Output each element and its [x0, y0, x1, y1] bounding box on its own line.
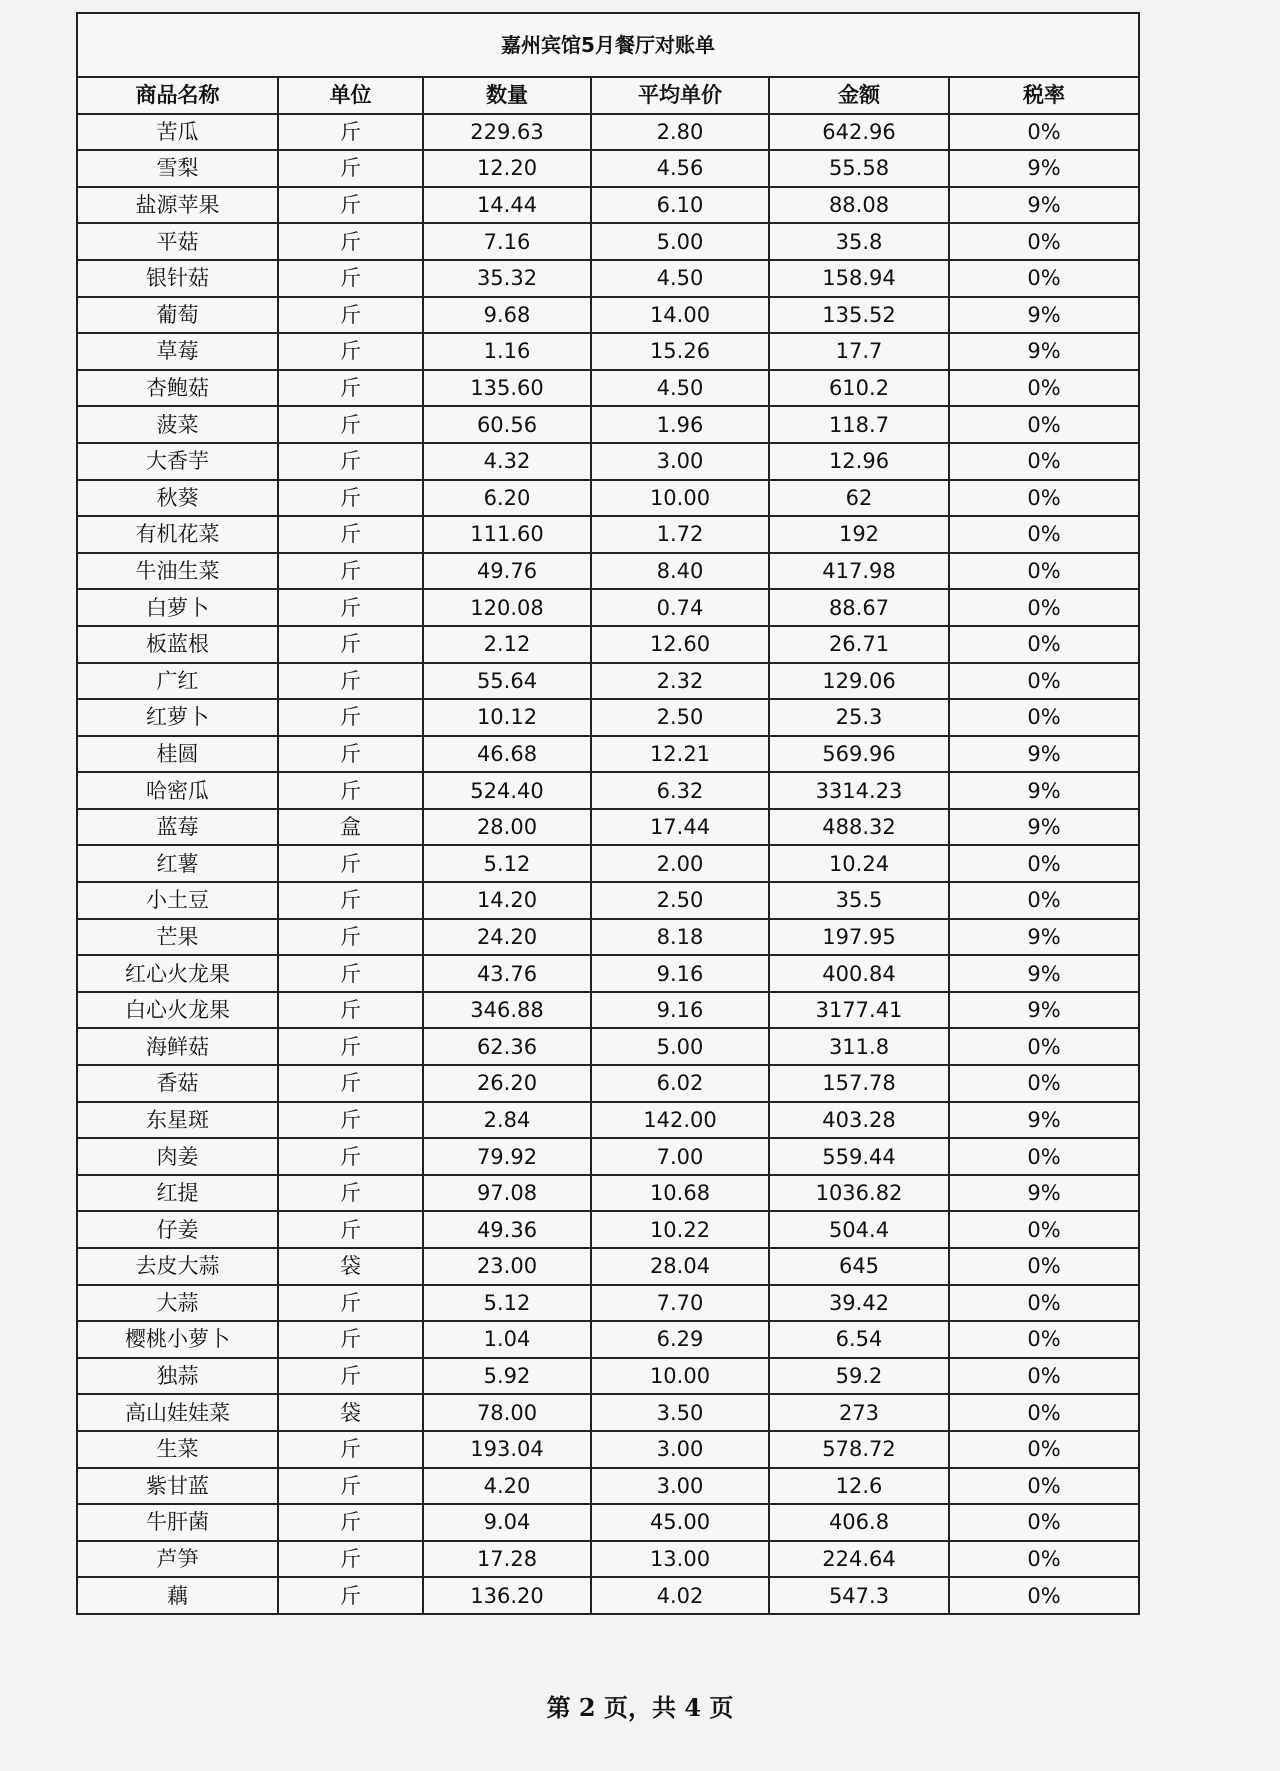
- cell-avg-price: 3.00: [591, 1431, 769, 1468]
- cell-amount: 25.3: [769, 699, 949, 736]
- cell-unit: 斤: [278, 1468, 423, 1505]
- cell-item-name: 白萝卜: [78, 589, 278, 626]
- header-row: [78, 78, 1138, 114]
- cell-quantity: 2.12: [423, 626, 591, 663]
- cell-tax-rate: 9%: [949, 297, 1138, 334]
- table-row: [78, 1285, 1138, 1322]
- cell-amount: 403.28: [769, 1102, 949, 1139]
- cell-quantity: 46.68: [423, 736, 591, 773]
- table-row: [78, 553, 1138, 590]
- cell-tax-rate: 9%: [949, 992, 1138, 1029]
- cell-tax-rate: 9%: [949, 1102, 1138, 1139]
- cell-unit: 斤: [278, 150, 423, 187]
- cell-unit: 斤: [278, 1358, 423, 1395]
- cell-unit: 斤: [278, 1138, 423, 1175]
- cell-amount: 645: [769, 1248, 949, 1285]
- table-row: [78, 809, 1138, 846]
- cell-amount: 157.78: [769, 1065, 949, 1102]
- cell-amount: 118.7: [769, 406, 949, 443]
- cell-unit: 斤: [278, 919, 423, 956]
- table-row: [78, 1431, 1138, 1468]
- cell-item-name: 小土豆: [78, 882, 278, 919]
- cell-avg-price: 6.02: [591, 1065, 769, 1102]
- col-header-quantity: 数量: [423, 78, 591, 114]
- cell-item-name: 哈密瓜: [78, 772, 278, 809]
- cell-unit: 斤: [278, 443, 423, 480]
- cell-unit: 斤: [278, 992, 423, 1029]
- cell-quantity: 14.44: [423, 187, 591, 224]
- table-body: [78, 114, 1138, 1613]
- cell-quantity: 24.20: [423, 919, 591, 956]
- cell-item-name: 广红: [78, 663, 278, 700]
- table-row: [78, 406, 1138, 443]
- cell-amount: 3314.23: [769, 772, 949, 809]
- cell-tax-rate: 0%: [949, 516, 1138, 553]
- cell-tax-rate: 9%: [949, 187, 1138, 224]
- cell-quantity: 62.36: [423, 1028, 591, 1065]
- cell-amount: 17.7: [769, 333, 949, 370]
- table-row: [78, 845, 1138, 882]
- cell-tax-rate: 9%: [949, 955, 1138, 992]
- cell-item-name: 有机花菜: [78, 516, 278, 553]
- cell-item-name: 盐源苹果: [78, 187, 278, 224]
- cell-quantity: 1.16: [423, 333, 591, 370]
- statement-title: 嘉州宾馆5月餐厅对账单: [78, 14, 1138, 78]
- cell-amount: 10.24: [769, 845, 949, 882]
- cell-amount: 504.4: [769, 1211, 949, 1248]
- cell-tax-rate: 0%: [949, 1028, 1138, 1065]
- cell-amount: 642.96: [769, 114, 949, 151]
- cell-avg-price: 0.74: [591, 589, 769, 626]
- cell-item-name: 桂圆: [78, 736, 278, 773]
- cell-tax-rate: 0%: [949, 260, 1138, 297]
- cell-item-name: 肉姜: [78, 1138, 278, 1175]
- col-header-tax-rate: 税率: [949, 78, 1138, 114]
- table-row: [78, 480, 1138, 517]
- cell-tax-rate: 0%: [949, 1211, 1138, 1248]
- cell-avg-price: 14.00: [591, 297, 769, 334]
- cell-quantity: 193.04: [423, 1431, 591, 1468]
- cell-tax-rate: 0%: [949, 699, 1138, 736]
- table-row: [78, 443, 1138, 480]
- col-header-name: 商品名称: [78, 78, 278, 114]
- cell-amount: 273: [769, 1394, 949, 1431]
- cell-amount: 1036.82: [769, 1175, 949, 1212]
- cell-amount: 197.95: [769, 919, 949, 956]
- cell-avg-price: 10.68: [591, 1175, 769, 1212]
- statement-sheet: [76, 12, 1140, 1615]
- cell-item-name: 秋葵: [78, 480, 278, 517]
- table-row: [78, 1358, 1138, 1395]
- cell-avg-price: 5.00: [591, 223, 769, 260]
- cell-tax-rate: 0%: [949, 1541, 1138, 1578]
- cell-unit: 斤: [278, 699, 423, 736]
- cell-unit: 斤: [278, 1028, 423, 1065]
- cell-item-name: 香菇: [78, 1065, 278, 1102]
- cell-quantity: 14.20: [423, 882, 591, 919]
- cell-item-name: 蓝莓: [78, 809, 278, 846]
- cell-unit: 斤: [278, 406, 423, 443]
- cell-unit: 斤: [278, 845, 423, 882]
- cell-tax-rate: 0%: [949, 1358, 1138, 1395]
- cell-tax-rate: 0%: [949, 663, 1138, 700]
- cell-unit: 斤: [278, 955, 423, 992]
- cell-quantity: 1.04: [423, 1321, 591, 1358]
- cell-tax-rate: 0%: [949, 1577, 1138, 1613]
- cell-unit: 斤: [278, 187, 423, 224]
- cell-tax-rate: 0%: [949, 480, 1138, 517]
- cell-avg-price: 4.50: [591, 370, 769, 407]
- cell-item-name: 红提: [78, 1175, 278, 1212]
- table-row: [78, 1504, 1138, 1541]
- table-row: [78, 516, 1138, 553]
- table-row: [78, 1065, 1138, 1102]
- cell-amount: 224.64: [769, 1541, 949, 1578]
- cell-item-name: 东星斑: [78, 1102, 278, 1139]
- cell-amount: 559.44: [769, 1138, 949, 1175]
- cell-unit: 斤: [278, 1065, 423, 1102]
- cell-item-name: 独蒜: [78, 1358, 278, 1395]
- table-row: [78, 699, 1138, 736]
- table-row: [78, 297, 1138, 334]
- cell-amount: 6.54: [769, 1321, 949, 1358]
- cell-quantity: 9.68: [423, 297, 591, 334]
- cell-tax-rate: 9%: [949, 772, 1138, 809]
- cell-amount: 406.8: [769, 1504, 949, 1541]
- cell-unit: 斤: [278, 1577, 423, 1613]
- table-row: [78, 1175, 1138, 1212]
- table-row: [78, 1028, 1138, 1065]
- cell-item-name: 高山娃娃菜: [78, 1394, 278, 1431]
- cell-item-name: 牛油生菜: [78, 553, 278, 590]
- cell-unit: 袋: [278, 1248, 423, 1285]
- cell-item-name: 平菇: [78, 223, 278, 260]
- cell-tax-rate: 0%: [949, 553, 1138, 590]
- cell-item-name: 樱桃小萝卜: [78, 1321, 278, 1358]
- table-row: [78, 626, 1138, 663]
- cell-avg-price: 3.50: [591, 1394, 769, 1431]
- cell-quantity: 136.20: [423, 1577, 591, 1613]
- cell-quantity: 23.00: [423, 1248, 591, 1285]
- cell-unit: 斤: [278, 260, 423, 297]
- table-row: [78, 114, 1138, 151]
- table-row: [78, 1102, 1138, 1139]
- cell-item-name: 生菜: [78, 1431, 278, 1468]
- table-row: [78, 992, 1138, 1029]
- cell-avg-price: 7.70: [591, 1285, 769, 1322]
- cell-amount: 59.2: [769, 1358, 949, 1395]
- cell-item-name: 银针菇: [78, 260, 278, 297]
- cell-item-name: 红萝卜: [78, 699, 278, 736]
- cell-avg-price: 2.32: [591, 663, 769, 700]
- table-row: [78, 150, 1138, 187]
- cell-avg-price: 8.40: [591, 553, 769, 590]
- cell-quantity: 49.76: [423, 553, 591, 590]
- cell-avg-price: 9.16: [591, 992, 769, 1029]
- col-header-unit: 单位: [278, 78, 423, 114]
- cell-item-name: 大蒜: [78, 1285, 278, 1322]
- cell-quantity: 135.60: [423, 370, 591, 407]
- cell-tax-rate: 0%: [949, 882, 1138, 919]
- cell-item-name: 杏鲍菇: [78, 370, 278, 407]
- cell-amount: 12.6: [769, 1468, 949, 1505]
- cell-quantity: 26.20: [423, 1065, 591, 1102]
- cell-avg-price: 13.00: [591, 1541, 769, 1578]
- cell-item-name: 板蓝根: [78, 626, 278, 663]
- cell-quantity: 28.00: [423, 809, 591, 846]
- cell-item-name: 草莓: [78, 333, 278, 370]
- cell-tax-rate: 0%: [949, 443, 1138, 480]
- cell-avg-price: 3.00: [591, 443, 769, 480]
- cell-amount: 135.52: [769, 297, 949, 334]
- cell-amount: 88.08: [769, 187, 949, 224]
- cell-item-name: 去皮大蒜: [78, 1248, 278, 1285]
- cell-unit: 斤: [278, 589, 423, 626]
- cell-tax-rate: 0%: [949, 845, 1138, 882]
- table-row: [78, 1211, 1138, 1248]
- cell-avg-price: 7.00: [591, 1138, 769, 1175]
- table-row: [78, 1577, 1138, 1613]
- cell-item-name: 芒果: [78, 919, 278, 956]
- cell-unit: 斤: [278, 114, 423, 151]
- cell-quantity: 111.60: [423, 516, 591, 553]
- table-row: [78, 589, 1138, 626]
- cell-tax-rate: 0%: [949, 1065, 1138, 1102]
- cell-amount: 55.58: [769, 150, 949, 187]
- cell-avg-price: 10.00: [591, 480, 769, 517]
- cell-quantity: 5.12: [423, 845, 591, 882]
- table-row: [78, 223, 1138, 260]
- table-row: [78, 1248, 1138, 1285]
- cell-quantity: 17.28: [423, 1541, 591, 1578]
- cell-avg-price: 2.50: [591, 699, 769, 736]
- cell-avg-price: 12.60: [591, 626, 769, 663]
- cell-quantity: 35.32: [423, 260, 591, 297]
- cell-amount: 311.8: [769, 1028, 949, 1065]
- cell-avg-price: 17.44: [591, 809, 769, 846]
- table-row: [78, 882, 1138, 919]
- cell-avg-price: 6.32: [591, 772, 769, 809]
- cell-quantity: 2.84: [423, 1102, 591, 1139]
- cell-tax-rate: 0%: [949, 1468, 1138, 1505]
- cell-tax-rate: 9%: [949, 919, 1138, 956]
- cell-tax-rate: 0%: [949, 370, 1138, 407]
- cell-quantity: 229.63: [423, 114, 591, 151]
- cell-unit: 斤: [278, 626, 423, 663]
- cell-unit: 斤: [278, 333, 423, 370]
- cell-avg-price: 6.10: [591, 187, 769, 224]
- cell-tax-rate: 0%: [949, 1248, 1138, 1285]
- cell-item-name: 葡萄: [78, 297, 278, 334]
- cell-amount: 569.96: [769, 736, 949, 773]
- cell-amount: 35.5: [769, 882, 949, 919]
- table-row: [78, 955, 1138, 992]
- cell-item-name: 大香芋: [78, 443, 278, 480]
- cell-unit: 斤: [278, 1175, 423, 1212]
- cell-quantity: 7.16: [423, 223, 591, 260]
- cell-avg-price: 12.21: [591, 736, 769, 773]
- cell-quantity: 60.56: [423, 406, 591, 443]
- cell-unit: 斤: [278, 516, 423, 553]
- cell-avg-price: 4.56: [591, 150, 769, 187]
- table-row: [78, 333, 1138, 370]
- cell-quantity: 5.92: [423, 1358, 591, 1395]
- cell-amount: 192: [769, 516, 949, 553]
- cell-tax-rate: 9%: [949, 333, 1138, 370]
- cell-unit: 斤: [278, 223, 423, 260]
- cell-tax-rate: 0%: [949, 626, 1138, 663]
- cell-tax-rate: 0%: [949, 114, 1138, 151]
- cell-tax-rate: 0%: [949, 1394, 1138, 1431]
- cell-tax-rate: 0%: [949, 1504, 1138, 1541]
- cell-unit: 斤: [278, 1285, 423, 1322]
- cell-tax-rate: 0%: [949, 1321, 1138, 1358]
- cell-tax-rate: 0%: [949, 223, 1138, 260]
- cell-amount: 417.98: [769, 553, 949, 590]
- cell-item-name: 海鲜菇: [78, 1028, 278, 1065]
- cell-amount: 610.2: [769, 370, 949, 407]
- cell-unit: 斤: [278, 1102, 423, 1139]
- cell-amount: 88.67: [769, 589, 949, 626]
- cell-unit: 斤: [278, 1504, 423, 1541]
- cell-item-name: 白心火龙果: [78, 992, 278, 1029]
- cell-avg-price: 15.26: [591, 333, 769, 370]
- cell-avg-price: 2.50: [591, 882, 769, 919]
- cell-unit: 斤: [278, 480, 423, 517]
- cell-quantity: 10.12: [423, 699, 591, 736]
- col-header-avg-price: 平均单价: [591, 78, 769, 114]
- cell-avg-price: 5.00: [591, 1028, 769, 1065]
- cell-avg-price: 45.00: [591, 1504, 769, 1541]
- cell-avg-price: 1.96: [591, 406, 769, 443]
- cell-tax-rate: 9%: [949, 736, 1138, 773]
- cell-unit: 斤: [278, 1321, 423, 1358]
- cell-tax-rate: 0%: [949, 1431, 1138, 1468]
- cell-item-name: 苦瓜: [78, 114, 278, 151]
- cell-quantity: 78.00: [423, 1394, 591, 1431]
- table-row: [78, 260, 1138, 297]
- table-row: [78, 663, 1138, 700]
- table-row: [78, 1321, 1138, 1358]
- cell-quantity: 120.08: [423, 589, 591, 626]
- cell-avg-price: 4.50: [591, 260, 769, 297]
- cell-item-name: 牛肝菌: [78, 1504, 278, 1541]
- cell-quantity: 43.76: [423, 955, 591, 992]
- cell-unit: 斤: [278, 1431, 423, 1468]
- cell-quantity: 79.92: [423, 1138, 591, 1175]
- cell-amount: 62: [769, 480, 949, 517]
- cell-amount: 3177.41: [769, 992, 949, 1029]
- cell-item-name: 仔姜: [78, 1211, 278, 1248]
- table-row: [78, 370, 1138, 407]
- cell-amount: 578.72: [769, 1431, 949, 1468]
- cell-tax-rate: 0%: [949, 406, 1138, 443]
- cell-unit: 斤: [278, 772, 423, 809]
- cell-amount: 488.32: [769, 809, 949, 846]
- cell-avg-price: 6.29: [591, 1321, 769, 1358]
- cell-unit: 斤: [278, 1211, 423, 1248]
- cell-amount: 35.8: [769, 223, 949, 260]
- cell-avg-price: 142.00: [591, 1102, 769, 1139]
- statement-table: [78, 78, 1138, 1613]
- cell-avg-price: 28.04: [591, 1248, 769, 1285]
- cell-avg-price: 2.80: [591, 114, 769, 151]
- cell-quantity: 524.40: [423, 772, 591, 809]
- cell-item-name: 红心火龙果: [78, 955, 278, 992]
- cell-amount: 12.96: [769, 443, 949, 480]
- cell-amount: 547.3: [769, 1577, 949, 1613]
- page-number: 第 2 页，共 4 页: [546, 1693, 734, 1722]
- table-row: [78, 1394, 1138, 1431]
- cell-item-name: 紫甘蓝: [78, 1468, 278, 1505]
- cell-quantity: 5.12: [423, 1285, 591, 1322]
- cell-amount: 400.84: [769, 955, 949, 992]
- cell-quantity: 4.32: [423, 443, 591, 480]
- cell-tax-rate: 9%: [949, 1175, 1138, 1212]
- cell-quantity: 346.88: [423, 992, 591, 1029]
- cell-avg-price: 1.72: [591, 516, 769, 553]
- cell-amount: 26.71: [769, 626, 949, 663]
- cell-avg-price: 3.00: [591, 1468, 769, 1505]
- cell-tax-rate: 9%: [949, 809, 1138, 846]
- table-row: [78, 919, 1138, 956]
- cell-avg-price: 9.16: [591, 955, 769, 992]
- table-row: [78, 1541, 1138, 1578]
- cell-avg-price: 10.00: [591, 1358, 769, 1395]
- cell-tax-rate: 0%: [949, 589, 1138, 626]
- cell-quantity: 97.08: [423, 1175, 591, 1212]
- cell-avg-price: 2.00: [591, 845, 769, 882]
- cell-avg-price: 8.18: [591, 919, 769, 956]
- cell-tax-rate: 9%: [949, 150, 1138, 187]
- cell-item-name: 芦笋: [78, 1541, 278, 1578]
- cell-quantity: 12.20: [423, 150, 591, 187]
- cell-unit: 斤: [278, 736, 423, 773]
- cell-unit: 斤: [278, 370, 423, 407]
- table-row: [78, 1138, 1138, 1175]
- cell-tax-rate: 0%: [949, 1138, 1138, 1175]
- cell-quantity: 9.04: [423, 1504, 591, 1541]
- cell-avg-price: 10.22: [591, 1211, 769, 1248]
- cell-item-name: 藕: [78, 1577, 278, 1613]
- table-row: [78, 187, 1138, 224]
- cell-unit: 斤: [278, 553, 423, 590]
- cell-unit: 袋: [278, 1394, 423, 1431]
- cell-quantity: 49.36: [423, 1211, 591, 1248]
- cell-item-name: 红薯: [78, 845, 278, 882]
- table-row: [78, 736, 1138, 773]
- table-row: [78, 1468, 1138, 1505]
- cell-item-name: 菠菜: [78, 406, 278, 443]
- cell-unit: 斤: [278, 1541, 423, 1578]
- cell-quantity: 55.64: [423, 663, 591, 700]
- cell-avg-price: 4.02: [591, 1577, 769, 1613]
- cell-unit: 斤: [278, 882, 423, 919]
- cell-amount: 158.94: [769, 260, 949, 297]
- cell-amount: 129.06: [769, 663, 949, 700]
- cell-amount: 39.42: [769, 1285, 949, 1322]
- cell-tax-rate: 0%: [949, 1285, 1138, 1322]
- cell-unit: 盒: [278, 809, 423, 846]
- cell-item-name: 雪梨: [78, 150, 278, 187]
- table-row: [78, 772, 1138, 809]
- cell-unit: 斤: [278, 663, 423, 700]
- col-header-amount: 金额: [769, 78, 949, 114]
- cell-quantity: 6.20: [423, 480, 591, 517]
- cell-quantity: 4.20: [423, 1468, 591, 1505]
- cell-unit: 斤: [278, 297, 423, 334]
